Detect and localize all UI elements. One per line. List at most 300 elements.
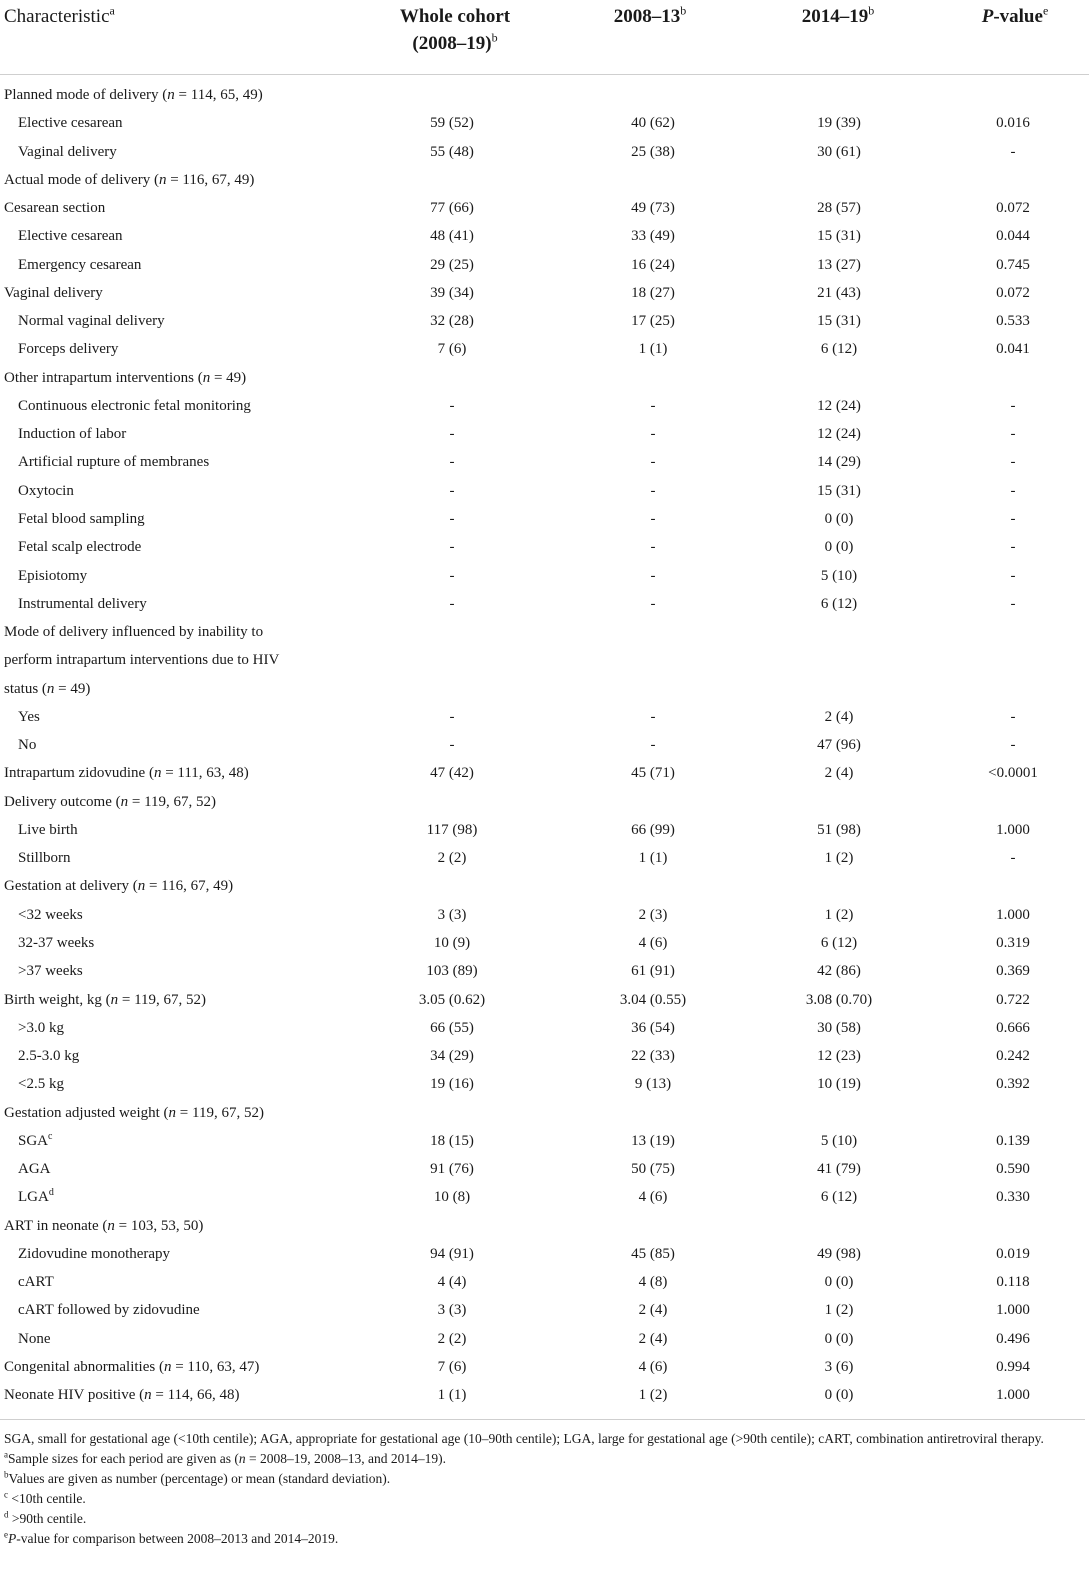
- table-row: [0, 251, 1089, 279]
- row-label: [4, 1381, 240, 1409]
- cell-whole-cohort: 10 (8): [433, 1189, 471, 1206]
- cell-whole-cohort: 117 (98): [426, 821, 478, 838]
- table-row: [0, 1155, 1089, 1183]
- cell-whole-cohort: 34 (29): [430, 1048, 474, 1065]
- cell-2008-13: 33 (49): [631, 228, 675, 245]
- row-label-text: 32-37 weeks: [18, 934, 95, 951]
- row-label: [18, 222, 123, 250]
- cell-2014-19: 15 (31): [817, 482, 861, 499]
- cell-2014-19: 5 (10): [820, 1132, 858, 1149]
- header-period1-mark: b: [680, 3, 687, 18]
- cell-whole-cohort: -: [449, 397, 455, 414]
- cell-p-value: 0.242: [996, 1048, 1030, 1065]
- row-label: [4, 788, 216, 816]
- table-row: [0, 618, 1089, 646]
- row-label: [4, 618, 263, 646]
- cell-whole-cohort: -: [449, 426, 455, 443]
- cell-p-value: 0.041: [996, 341, 1030, 358]
- row-label-text: SGA: [18, 1132, 49, 1149]
- cell-p-value: 1.000: [996, 906, 1030, 923]
- cell-2014-19: 42 (86): [817, 963, 861, 980]
- row-label-text: Fetal scalp electrode: [18, 539, 142, 556]
- table-row: [0, 81, 1089, 109]
- row-label-n: n: [120, 793, 129, 810]
- cell-p-value: 0.722: [996, 991, 1030, 1008]
- row-label: [4, 81, 263, 109]
- cell-2014-19: 28 (57): [817, 200, 861, 217]
- cell-p-value: -: [1010, 482, 1016, 499]
- footnote-text: -value for comparison between 2008–2013 and 2014–2019.: [16, 1531, 339, 1546]
- cell-p-value: 0.072: [996, 284, 1030, 301]
- table-row: [0, 957, 1089, 985]
- header-p-value: [940, 3, 1089, 30]
- header-p-rest: -value: [993, 6, 1043, 27]
- cell-whole-cohort: 2 (2): [437, 850, 467, 867]
- header-whole-line1: Whole cohort: [399, 6, 511, 27]
- cell-2008-13: -: [650, 595, 656, 612]
- cell-whole-cohort: 4 (4): [437, 1274, 467, 1291]
- row-label-sizes: = 111, 63, 48): [161, 765, 249, 782]
- footnote: [0, 1449, 1085, 1469]
- cell-p-value: 0.666: [996, 1019, 1030, 1036]
- row-label-text: Vaginal delivery: [4, 284, 103, 301]
- footnote-text: = 2008–19, 2008–13, and 2014–19).: [245, 1451, 447, 1466]
- footnote-mark: d: [4, 1509, 9, 1520]
- row-label: [18, 1014, 64, 1042]
- cell-whole-cohort: 47 (42): [430, 765, 474, 782]
- abbreviations-note: SGA, small for gestational age (<10th centile); AGA, appropriate for gestational age (10–90th centile); LGA, large for gestational age (>90th centile); cART, combination antiretroviral therapy.: [4, 1431, 1044, 1446]
- cell-2008-13: 45 (71): [631, 765, 675, 782]
- row-label-text: Congenital abnormalities (: [4, 1358, 164, 1375]
- row-label-text: Mode of delivery influenced by inability to: [4, 624, 264, 641]
- row-label: [18, 1070, 64, 1098]
- row-label-sizes: = 116, 67, 49): [145, 878, 234, 895]
- table-row: [0, 392, 1089, 420]
- row-label-sizes: = 114, 65, 49): [174, 87, 263, 103]
- cell-p-value: 0.590: [996, 1161, 1030, 1178]
- table-row: [0, 138, 1089, 166]
- cell-whole-cohort: 19 (16): [430, 1076, 474, 1093]
- table-row: [0, 731, 1089, 759]
- cell-2008-13: 4 (6): [638, 1189, 668, 1206]
- cell-2014-19: 5 (10): [820, 567, 858, 584]
- row-label: [18, 1240, 170, 1268]
- cell-2014-19: 47 (96): [817, 737, 861, 754]
- row-label-n: n: [153, 765, 162, 782]
- row-label-n: n: [107, 1217, 115, 1234]
- row-label-text: Gestation adjusted weight (: [4, 1104, 169, 1121]
- row-label-text: Oxytocin: [18, 482, 74, 499]
- table-row: [0, 1042, 1089, 1070]
- row-label-text: Stillborn: [18, 850, 71, 867]
- row-label: [4, 675, 90, 703]
- row-label-sizes: = 119, 67, 52): [128, 793, 217, 810]
- row-label: [18, 420, 126, 448]
- row-label-text: Instrumental delivery: [18, 595, 147, 612]
- table-row: [0, 703, 1089, 731]
- table-row: [0, 1325, 1089, 1353]
- table-row: [0, 109, 1089, 137]
- row-label-text: Continuous electronic fetal monitoring: [18, 397, 251, 414]
- cell-2008-13: -: [650, 454, 656, 471]
- row-label: [4, 759, 249, 787]
- cell-p-value: 0.369: [996, 963, 1030, 980]
- row-label-text: Induction of labor: [18, 426, 127, 443]
- footnote-text: <10th centile.: [11, 1491, 86, 1506]
- cell-2014-19: 21 (43): [817, 284, 861, 301]
- table-header: [0, 0, 1089, 75]
- cell-2008-13: -: [650, 426, 656, 443]
- cell-2014-19: 2 (4): [824, 708, 854, 725]
- row-label-text: Planned mode of delivery (: [4, 87, 168, 103]
- row-label-text: cART: [18, 1274, 54, 1291]
- row-label: [4, 194, 105, 222]
- row-label: [18, 1155, 51, 1183]
- cell-whole-cohort: 103 (89): [426, 963, 478, 980]
- header-characteristic: [4, 3, 115, 30]
- row-label-text: <32 weeks: [18, 906, 83, 923]
- row-label-text: No: [18, 737, 37, 754]
- row-label-mark: d: [48, 1187, 54, 1199]
- row-label-text: Episiotomy: [18, 567, 88, 584]
- row-label: [4, 279, 103, 307]
- header-period2-text: 2014–19: [801, 6, 869, 27]
- cell-2008-13: -: [650, 567, 656, 584]
- row-label-sizes: = 119, 67, 52): [118, 991, 207, 1008]
- cell-2008-13: 4 (6): [638, 1358, 668, 1375]
- row-label: [18, 1325, 51, 1353]
- cell-2008-13: 61 (91): [631, 963, 675, 980]
- row-label-mark: c: [48, 1130, 53, 1142]
- row-label-text: Intrapartum zidovudine (: [4, 765, 154, 782]
- row-label-text: Cesarean section: [4, 200, 106, 217]
- cell-2008-13: 16 (24): [631, 256, 675, 273]
- row-label: [18, 929, 94, 957]
- row-label: [18, 1042, 79, 1070]
- table-row: [0, 335, 1089, 363]
- row-label: [18, 703, 40, 731]
- row-label-n: n: [167, 87, 175, 103]
- cell-whole-cohort: 29 (25): [430, 256, 474, 273]
- cell-p-value: 0.016: [996, 115, 1030, 132]
- footnote: [0, 1489, 1085, 1509]
- cell-whole-cohort: -: [449, 510, 455, 527]
- header-period1-text: 2008–13: [613, 6, 681, 27]
- row-label-sizes: = 103, 53, 50): [114, 1217, 204, 1234]
- footnote: [0, 1509, 1085, 1529]
- row-label-text: cART followed by zidovudine: [18, 1302, 200, 1319]
- row-label-sizes: = 110, 63, 47): [171, 1358, 260, 1375]
- cell-p-value: 1.000: [996, 1302, 1030, 1319]
- row-label-text: 2.5-3.0 kg: [18, 1048, 80, 1065]
- table-row: [0, 194, 1089, 222]
- cell-2014-19: 0 (0): [824, 539, 854, 556]
- cell-whole-cohort: -: [449, 482, 455, 499]
- row-label: [18, 844, 71, 872]
- cell-2008-13: -: [650, 708, 656, 725]
- cell-2008-13: -: [650, 397, 656, 414]
- table-row: [0, 562, 1089, 590]
- cell-2014-19: 6 (12): [820, 934, 858, 951]
- cell-2008-13: -: [650, 737, 656, 754]
- table-row: [0, 364, 1089, 392]
- row-label-text: perform intrapartum interventions due to HIV: [4, 652, 280, 669]
- cell-2014-19: 30 (58): [817, 1019, 861, 1036]
- cell-p-value: 0.072: [996, 200, 1030, 217]
- row-label: [18, 901, 83, 929]
- cell-2014-19: 12 (23): [817, 1048, 861, 1065]
- row-label-text: Birth weight, kg (: [4, 991, 111, 1008]
- cell-2008-13: 2 (4): [638, 1302, 668, 1319]
- table-row: [0, 816, 1089, 844]
- footnote-text: Sample sizes for each period are given as (: [8, 1451, 239, 1466]
- cell-2014-19: 6 (12): [820, 1189, 858, 1206]
- row-label-text: status (: [4, 680, 47, 697]
- cell-2014-19: 13 (27): [817, 256, 861, 273]
- row-label-sizes: = 119, 67, 52): [176, 1104, 264, 1121]
- row-label-sizes: = 116, 67, 49): [166, 171, 255, 188]
- cell-p-value: 0.533: [996, 313, 1030, 330]
- row-label-text: Live birth: [18, 821, 78, 838]
- row-label: [18, 251, 141, 279]
- table-body: [0, 81, 1089, 1409]
- row-label: [4, 1099, 264, 1127]
- cell-2008-13: 9 (13): [634, 1076, 672, 1093]
- row-label-text: Gestation at delivery (: [4, 878, 138, 895]
- row-label-text: Normal vaginal delivery: [18, 313, 165, 330]
- table-row: [0, 1268, 1089, 1296]
- cell-2014-19: 0 (0): [824, 1387, 854, 1404]
- row-label-text: >37 weeks: [18, 963, 83, 980]
- cell-whole-cohort: 2 (2): [437, 1330, 467, 1347]
- row-label-n: n: [144, 1387, 152, 1404]
- table-row: [0, 646, 1089, 674]
- table-row: [0, 1212, 1089, 1240]
- cell-p-value: -: [1010, 454, 1016, 471]
- cell-2014-19: 51 (98): [817, 821, 861, 838]
- footnote-text: Values are given as number (percentage) or mean (standard deviation).: [8, 1471, 391, 1486]
- row-label: [18, 957, 83, 985]
- cell-p-value: 0.330: [996, 1189, 1030, 1206]
- row-label: [4, 364, 246, 392]
- cell-2014-19: 30 (61): [817, 143, 861, 160]
- cell-2014-19: 3 (6): [824, 1358, 854, 1375]
- cell-2014-19: 12 (24): [817, 426, 861, 443]
- cell-p-value: 0.139: [996, 1132, 1030, 1149]
- row-label: [18, 138, 117, 166]
- header-whole-mark: b: [491, 30, 498, 45]
- row-label-sizes: = 49): [54, 680, 91, 697]
- cell-2008-13: 45 (85): [631, 1245, 675, 1262]
- row-label-text: <2.5 kg: [18, 1076, 64, 1093]
- cell-2008-13: -: [650, 510, 656, 527]
- row-label-text: Forceps delivery: [18, 341, 119, 358]
- cell-p-value: 0.019: [996, 1245, 1030, 1262]
- footnote-mark: a: [4, 1449, 8, 1460]
- cell-whole-cohort: 39 (34): [430, 284, 474, 301]
- footnote-list: [0, 1449, 1085, 1549]
- cell-2008-13: 4 (8): [638, 1274, 668, 1291]
- cell-2008-13: 1 (1): [638, 341, 668, 358]
- table-row: [0, 986, 1089, 1014]
- footnote-mark: c: [4, 1489, 8, 1500]
- cell-p-value: -: [1010, 850, 1016, 867]
- row-label: [18, 477, 74, 505]
- cell-whole-cohort: -: [449, 539, 455, 556]
- cell-p-value: 0.044: [996, 228, 1030, 245]
- header-period-2008-13: [560, 3, 740, 30]
- cell-p-value: 0.496: [996, 1330, 1030, 1347]
- cell-p-value: -: [1010, 595, 1016, 612]
- cell-2008-13: 4 (6): [638, 934, 668, 951]
- cell-2014-19: 15 (31): [817, 313, 861, 330]
- table-row: [0, 1099, 1089, 1127]
- table-row: [0, 1240, 1089, 1268]
- cell-p-value: <0.0001: [988, 765, 1038, 782]
- cell-2014-19: 41 (79): [817, 1161, 861, 1178]
- table-row: [0, 477, 1089, 505]
- row-label: [4, 166, 254, 194]
- row-label: [18, 1268, 54, 1296]
- cell-2008-13: 17 (25): [631, 313, 675, 330]
- row-label-text: Yes: [18, 708, 40, 725]
- row-label-text: LGA: [18, 1189, 49, 1206]
- row-label: [18, 816, 78, 844]
- cell-whole-cohort: 59 (52): [430, 115, 474, 132]
- row-label-text: >3.0 kg: [18, 1019, 64, 1036]
- cell-2008-13: 1 (2): [638, 1387, 668, 1404]
- header-whole-line2: (2008–19): [412, 33, 492, 54]
- cell-2014-19: 15 (31): [817, 228, 861, 245]
- cell-2008-13: 36 (54): [631, 1019, 675, 1036]
- row-label-text: Neonate HIV positive (: [4, 1387, 145, 1404]
- table-row: [0, 675, 1089, 703]
- row-label-n: n: [137, 878, 146, 895]
- table-row: [0, 1127, 1089, 1155]
- cell-2008-13: 49 (73): [631, 200, 675, 217]
- cell-whole-cohort: 77 (66): [430, 200, 474, 217]
- cell-whole-cohort: 3.05 (0.62): [418, 991, 486, 1008]
- header-period-2014-19: [748, 3, 928, 30]
- table-row: [0, 901, 1089, 929]
- cell-p-value: 0.118: [996, 1274, 1030, 1291]
- row-label: [4, 646, 279, 674]
- cell-2014-19: 0 (0): [824, 1330, 854, 1347]
- row-label: [18, 109, 123, 137]
- cell-whole-cohort: -: [449, 595, 455, 612]
- table-row: [0, 1014, 1089, 1042]
- table-row: [0, 1070, 1089, 1098]
- footnote-mark: b: [4, 1469, 9, 1480]
- cell-2014-19: 1 (2): [824, 1302, 854, 1319]
- table-row: [0, 279, 1089, 307]
- cell-2008-13: 25 (38): [631, 143, 675, 160]
- table-row: [0, 844, 1089, 872]
- header-p-mark: e: [1042, 3, 1049, 18]
- footnote: [0, 1529, 1085, 1549]
- cell-2014-19: 49 (98): [817, 1245, 861, 1262]
- row-label: [18, 1127, 52, 1155]
- cell-p-value: -: [1010, 397, 1016, 414]
- footnote: [0, 1469, 1085, 1489]
- cell-2014-19: 14 (29): [817, 454, 861, 471]
- cell-p-value: -: [1010, 539, 1016, 556]
- footnote-text: >90th centile.: [11, 1511, 87, 1526]
- row-label: [18, 307, 165, 335]
- row-label-n: n: [202, 369, 211, 386]
- cell-2014-19: 10 (19): [817, 1076, 861, 1093]
- cell-2014-19: 3.08 (0.70): [805, 991, 873, 1008]
- cell-2008-13: 18 (27): [631, 284, 675, 301]
- cell-2014-19: 6 (12): [820, 595, 858, 612]
- cell-whole-cohort: 10 (9): [433, 934, 471, 951]
- cell-2008-13: 2 (3): [638, 906, 668, 923]
- cell-2008-13: 2 (4): [638, 1330, 668, 1347]
- row-label-sizes: = 114, 66, 48): [151, 1387, 240, 1404]
- row-label-n: n: [110, 991, 119, 1008]
- cell-2014-19: 2 (4): [824, 765, 854, 782]
- row-label-text: Vaginal delivery: [18, 143, 117, 160]
- row-label-n: n: [158, 171, 167, 188]
- cell-2008-13: 50 (75): [631, 1161, 675, 1178]
- cell-p-value: 1.000: [996, 821, 1030, 838]
- cell-p-value: -: [1010, 510, 1016, 527]
- row-label-text: ART in neonate (: [4, 1217, 108, 1234]
- cell-2014-19: 12 (24): [817, 397, 861, 414]
- table-row: [0, 1183, 1089, 1211]
- table-row: [0, 505, 1089, 533]
- cell-whole-cohort: 48 (41): [430, 228, 474, 245]
- cell-2008-13: 40 (62): [631, 115, 675, 132]
- cell-whole-cohort: -: [449, 567, 455, 584]
- row-label: [4, 986, 206, 1014]
- row-label: [4, 1353, 259, 1381]
- cell-2008-13: -: [650, 539, 656, 556]
- row-label-n: n: [163, 1358, 172, 1375]
- cell-whole-cohort: 32 (28): [430, 313, 474, 330]
- cell-whole-cohort: 18 (15): [430, 1132, 474, 1149]
- cell-p-value: 0.392: [996, 1076, 1030, 1093]
- table-row: [0, 307, 1089, 335]
- cell-whole-cohort: 91 (76): [430, 1161, 474, 1178]
- cell-p-value: 0.319: [996, 934, 1030, 951]
- cell-whole-cohort: 3 (3): [437, 1302, 467, 1319]
- cell-whole-cohort: 66 (55): [430, 1019, 474, 1036]
- cell-whole-cohort: -: [449, 454, 455, 471]
- cell-2014-19: 1 (2): [824, 906, 854, 923]
- row-label-text: Actual mode of delivery (: [4, 171, 159, 188]
- row-label: [18, 562, 87, 590]
- table-row: [0, 448, 1089, 476]
- header-characteristic-text: Characteristic: [4, 6, 110, 27]
- table-row: [0, 788, 1089, 816]
- cell-2008-13: 3.04 (0.55): [619, 991, 687, 1008]
- table-row: [0, 533, 1089, 561]
- cell-2008-13: 66 (99): [631, 821, 675, 838]
- footnote-italic: n: [238, 1451, 246, 1466]
- table-row: [0, 222, 1089, 250]
- table-row: [0, 420, 1089, 448]
- row-label: [18, 533, 141, 561]
- cell-2008-13: 13 (19): [631, 1132, 675, 1149]
- table-row: [0, 1296, 1089, 1324]
- table-row: [0, 929, 1089, 957]
- cell-whole-cohort: -: [449, 737, 455, 754]
- table-row: [0, 590, 1089, 618]
- cell-p-value: 1.000: [996, 1387, 1030, 1404]
- row-label: [18, 448, 209, 476]
- cell-2014-19: 19 (39): [817, 115, 861, 132]
